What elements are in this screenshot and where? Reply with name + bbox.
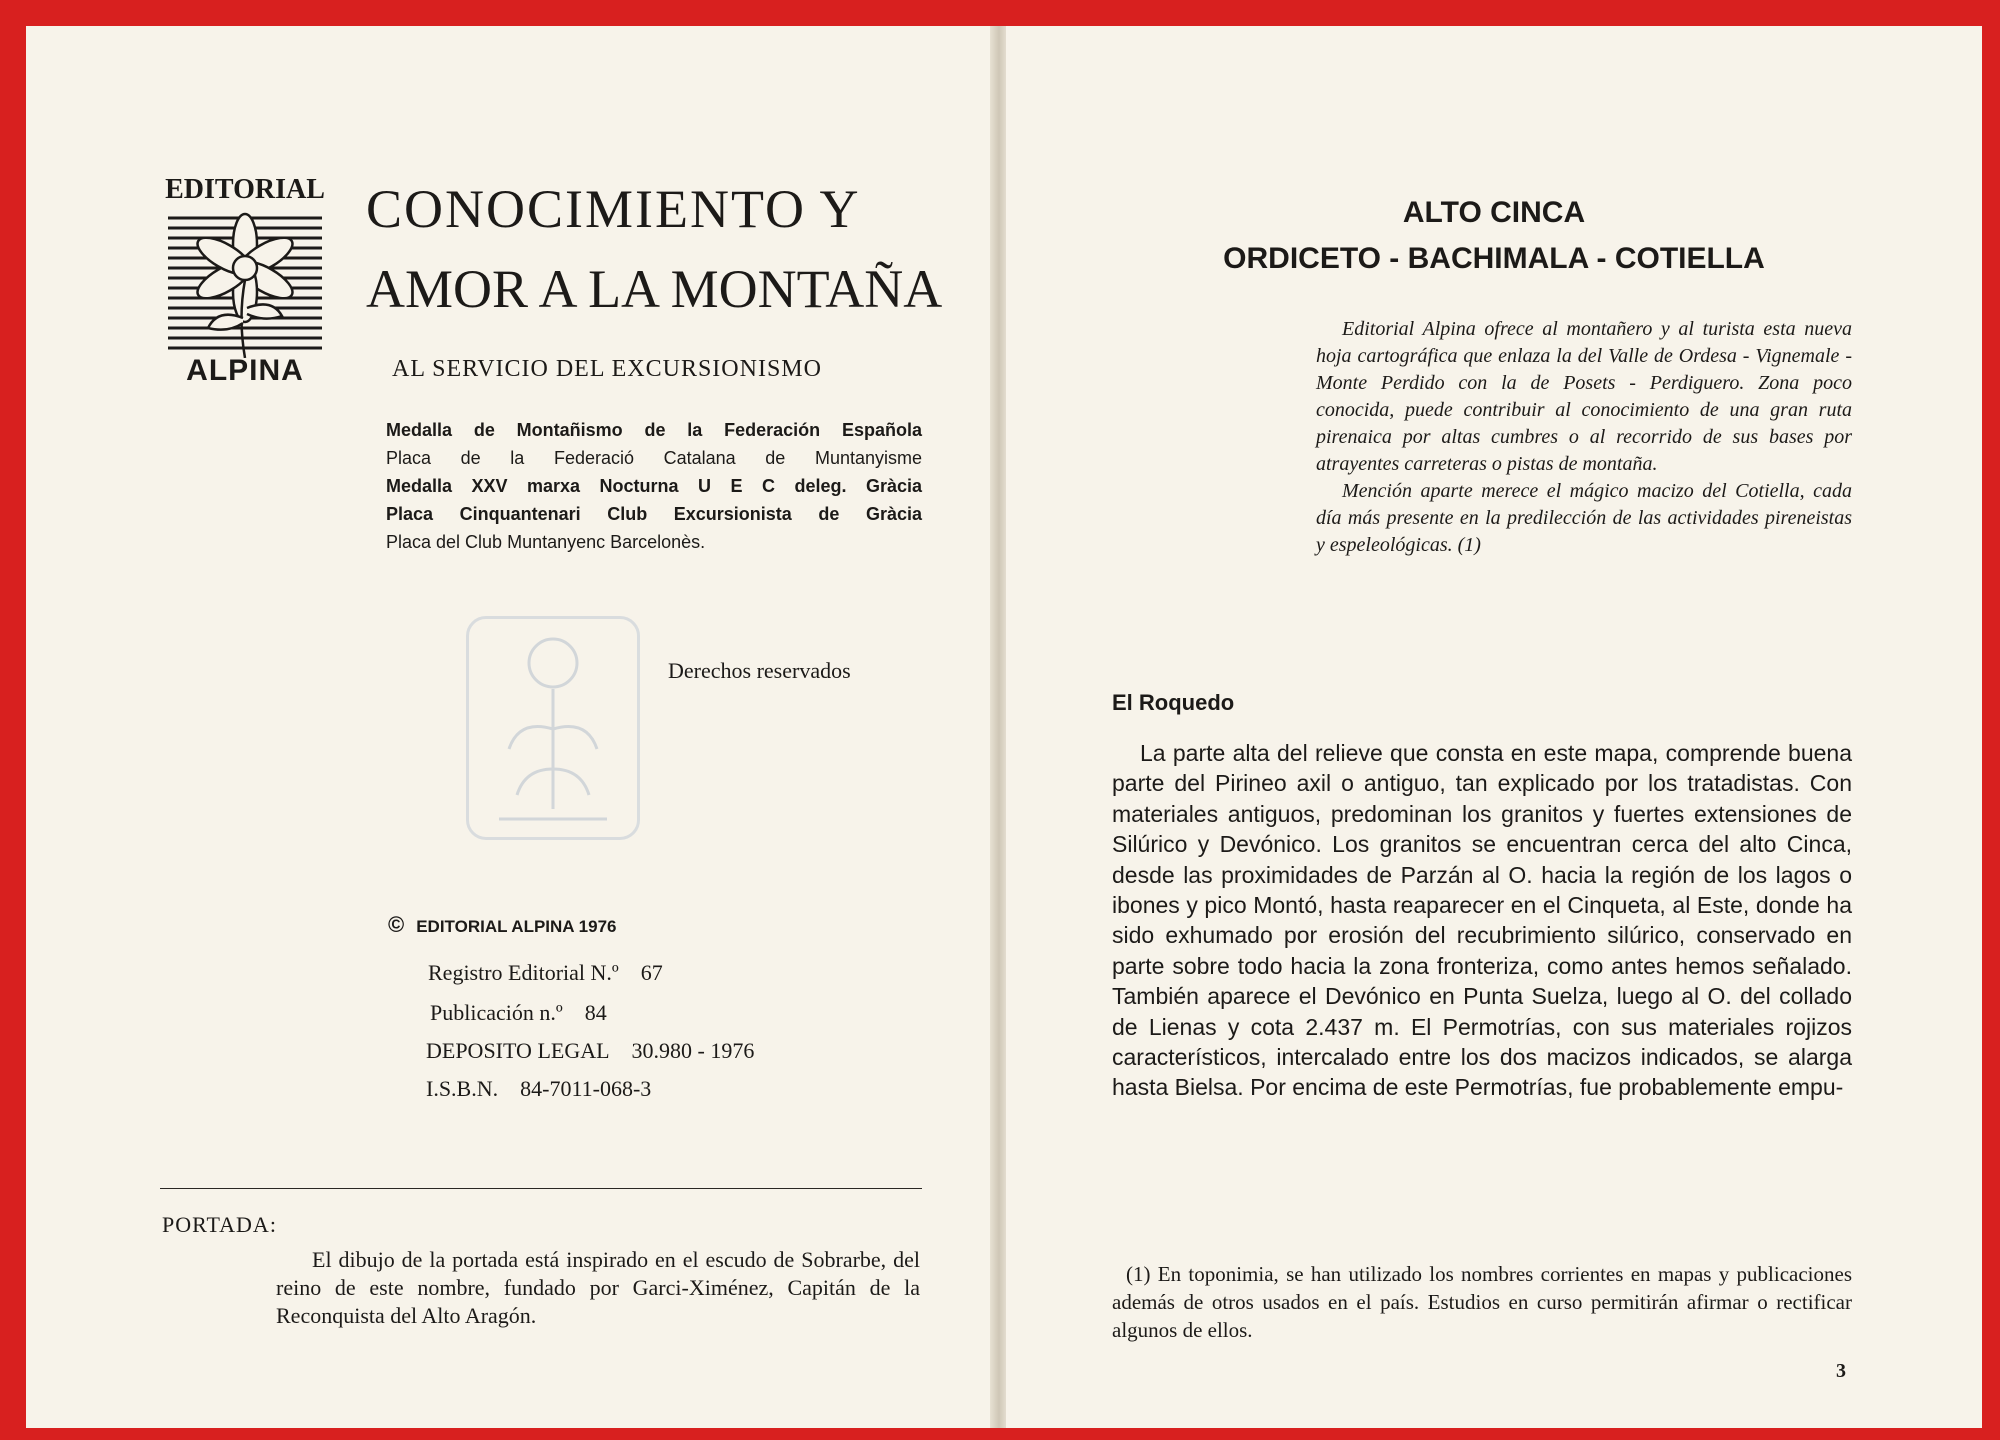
registry-value: 30.980 - 1976 — [631, 1038, 755, 1063]
awards-list — [386, 416, 922, 556]
logo-top-text: EDITORIAL — [165, 174, 325, 205]
registry-value: 84-7011-068-3 — [520, 1076, 652, 1101]
intro-paragraph: Mención aparte merece el mágico macizo del Cotiella, cada día más presente en la predilección de las actividades pireneistas y espeleológicas. (1) — [1316, 480, 1852, 556]
registry-value: 67 — [640, 960, 663, 985]
coat-of-arms-stamp-icon — [466, 616, 640, 840]
main-title-line1: CONOCIMIENTO Y — [366, 179, 861, 239]
registry-label: Publicación n.º — [430, 1000, 563, 1025]
page-title: ALTO CINCA — [1402, 196, 1586, 229]
left-page — [26, 26, 992, 1428]
editorial-alpina-logo — [150, 174, 340, 394]
page-subtitle: ORDICETO - BACHIMALA - COTIELLA — [1223, 242, 1765, 275]
registry-row — [426, 1076, 651, 1102]
body-paragraph: La parte alta del relieve que consta en este mapa, comprende buena parte del Pirineo axil o antiguo, tan explicado por los tratadistas. Con materiales antiguos, predominan los granitos y fuertes extensiones de Silúrico y Devónico. Los granitos se encuentran cerca del alto Cinca, desde las proximidades de Parzán al O. hacia la región de los lagos o ibones y pico Montó, hasta reaparecer en el Cinqueta, al Este, donde ha sido exhumado por erosión del recubrimiento silúrico, conservado en parte sobre todo hacia la zona fronteriza, como antes hemos señalado. También aparece el Devónico en Punta Suelza, luego al O. del collado de Lienas y cota 2.437 m. El Permotrías, con sus materiales rojizos característicos, intercalado entre los dos macizos indicados, se alarga hasta Bielsa. Por encima de este Permotrías, fue probablemente empu- — [1112, 740, 1852, 1101]
footnote: (1) En toponimia, se han utilizado los nombres corrientes en mapas y publicaciones además de otros usados en el país. Estudios en curso permitirán afirmar o rectificar algunos de ellos. — [1112, 1262, 1852, 1342]
section-heading: El Roquedo — [1112, 690, 1235, 715]
divider — [160, 1188, 922, 1189]
registry-label: Registro Editorial N.º — [428, 960, 619, 985]
intro-paragraph: Editorial Alpina ofrece al montañero y al turista esta nueva hoja cartográfica que enlaza la del Valle de Ordesa - Vignemale - Monte Perdido con la de Posets - Perdiguero. Zona poco conocida, puede contribuir al conocimiento de una gran ruta pirenaica por altas cumbres o al recorrido de sus bases por atrayentes carreteras o pistas de montaña. — [1316, 318, 1852, 475]
edelweiss-logo-icon — [168, 208, 322, 358]
copyright-text: EDITORIAL ALPINA 1976 — [416, 917, 617, 936]
registry-label: I.S.B.N. — [426, 1076, 499, 1101]
registry-value: 84 — [584, 1000, 607, 1025]
award-item: Medalla XXV marxa Nocturna U E C deleg. Gràcia — [386, 476, 922, 496]
award-item: Medalla de Montañismo de la Federación Española — [386, 420, 922, 440]
subtitle: AL SERVICIO DEL EXCURSIONISMO — [392, 356, 822, 382]
award-item: Placa del Club Muntanyenc Barcelonès. — [386, 532, 706, 552]
copyright-icon: © — [388, 912, 405, 937]
intro-text — [1316, 316, 1852, 559]
logo-bottom-text: ALPINA — [186, 354, 304, 387]
portada-label: PORTADA: — [162, 1212, 277, 1237]
rights-reserved: Derechos reservados — [668, 658, 851, 683]
registry-row — [430, 1000, 607, 1026]
right-page — [1006, 26, 1982, 1428]
registry-row — [428, 960, 663, 986]
registry-label: DEPOSITO LEGAL — [426, 1038, 610, 1063]
registry-row — [426, 1038, 754, 1064]
award-item: Placa Cinquantenari Club Excursionista de Gràcia — [386, 504, 922, 524]
award-item: Placa de la Federació Catalana de Muntanyisme — [386, 448, 922, 468]
main-title-line2: AMOR A LA MONTAÑA — [366, 259, 943, 319]
page-number: 3 — [1836, 1360, 1846, 1382]
portada-text: El dibujo de la portada está inspirado en el escudo de Sobrarbe, del reino de este nombre, fundado por Garci-Ximénez, Capitán de la Reconquista del Alto Aragón. — [276, 1247, 920, 1328]
copyright-line — [388, 912, 617, 938]
